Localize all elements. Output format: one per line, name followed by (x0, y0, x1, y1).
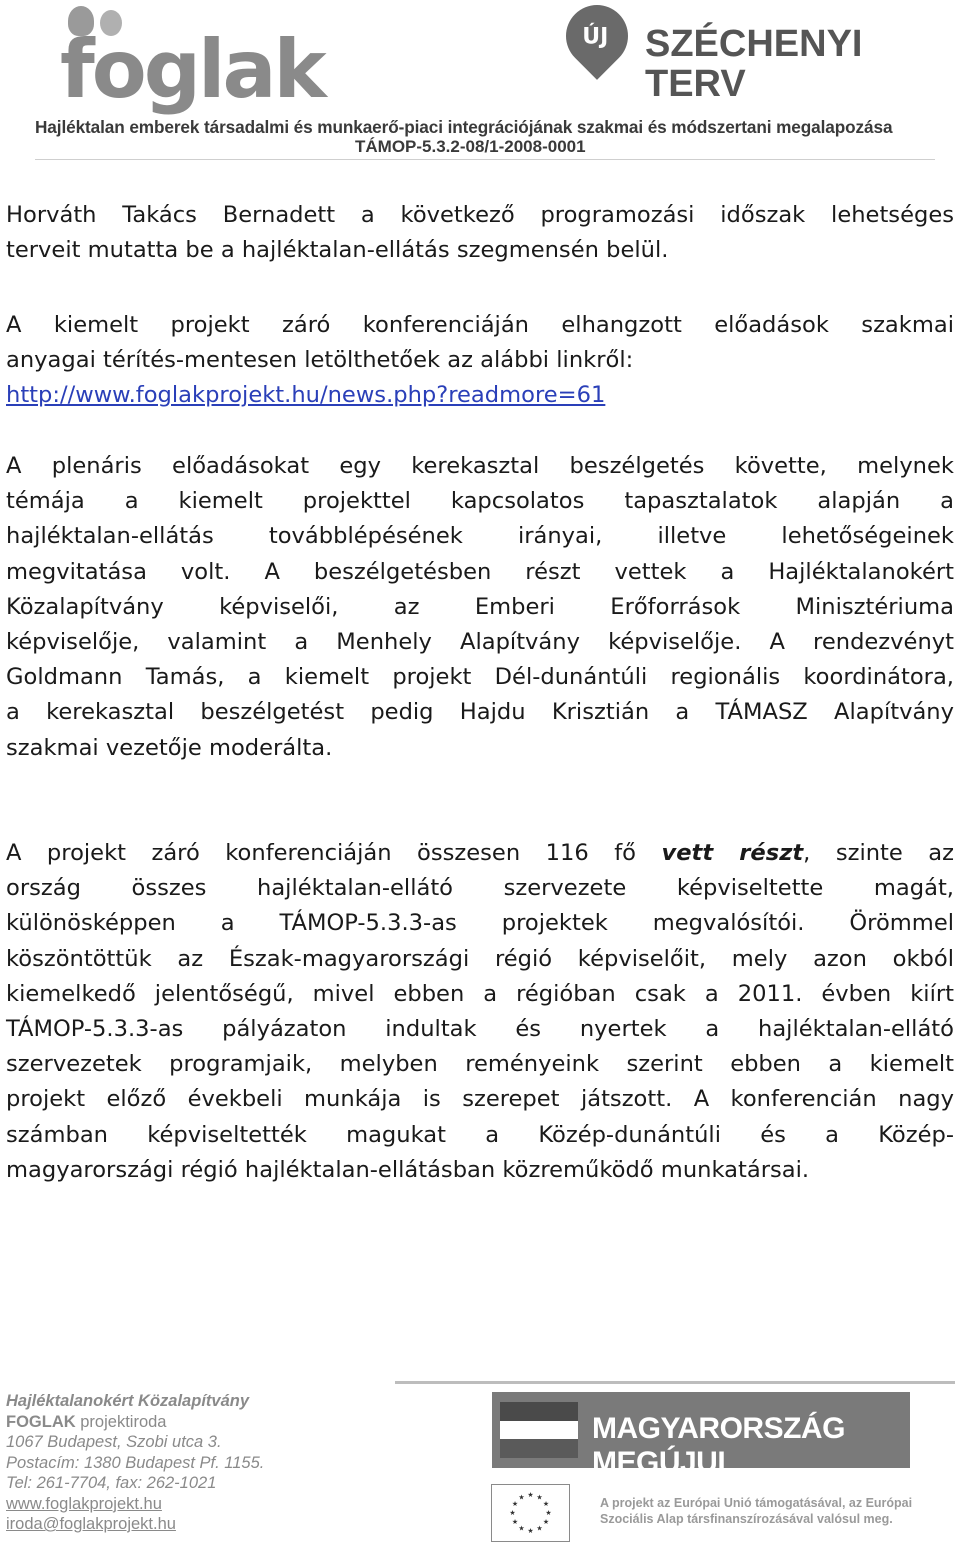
page-header (0, 0, 960, 160)
svg-text:★: ★ (527, 1491, 534, 1499)
paragraph-2 (6, 308, 954, 414)
text-line: A kiemelt projekt záró konferenciáján elhangzott előadások szakmai (6, 312, 954, 338)
map-pin-icon (553, 0, 641, 80)
text-line: számban képviseltették magukat a Közép-dunántúli és a Közép- (6, 1121, 954, 1148)
footer-office (6, 1412, 264, 1433)
download-link[interactable]: http://www.foglakprojekt.hu/news.php?readmore=61 (6, 382, 606, 409)
program-badge: ÚJ (582, 24, 609, 50)
paragraph-4 (6, 836, 954, 1188)
header-divider (35, 159, 935, 160)
text-line: köszöntöttük az Észak-magyarországi régió képviselőit, mely azon okból (6, 945, 954, 972)
svg-text:★: ★ (509, 1509, 516, 1517)
text-line: megvitatása volt. A beszélgetésben részt vettek a Hajléktalanokért (6, 558, 954, 585)
svg-text:★: ★ (527, 1527, 534, 1535)
footer-office-bold: FOGLAK (6, 1412, 76, 1431)
emphasis-text: vett részt (661, 840, 804, 866)
text-line: hajléktalan-ellátás továbblépésének irányai, illetve lehetőségeinek (6, 523, 954, 550)
svg-text:★: ★ (518, 1493, 525, 1502)
eu-stars-icon (492, 1485, 569, 1541)
text-line: szakmai vezetője moderálta. (6, 734, 333, 761)
eu-funding-notice (600, 1495, 912, 1527)
text-line (6, 836, 954, 871)
text-line: témája a kiemelt projekttel kapcsolatos tapasztalatok alapján a (6, 488, 954, 515)
text-line: terveit mutatta be a hajléktalan-ellátás szegmensén belül. (6, 237, 669, 264)
footer-phone: Tel: 261-7704, fax: 262-1021 (6, 1474, 217, 1492)
text-line: képviselője, valamint a Menhely Alapítvány képviselője. A rendezvényt (6, 628, 954, 655)
svg-text:★: ★ (542, 1518, 550, 1526)
text-segment: A projekt záró konferenciáján összesen 116 fő (6, 840, 636, 866)
text-line: projekt előző évekbeli munkája is szerepet játszott. A konferencián nagy (6, 1086, 954, 1113)
text-line: szervezetek programjaik, melyben reményeink szerint ebben a kiemelt (6, 1051, 954, 1078)
svg-text:★: ★ (518, 1524, 525, 1533)
program-title: SZÉCHENYI TERV (645, 23, 863, 105)
eu-notice-line: Szociális Alap társfinanszírozásával valósul meg. (600, 1512, 893, 1526)
footer-web-link[interactable]: www.foglakprojekt.hu (6, 1494, 162, 1513)
text-line: Horváth Takács Bernadett a következő programozási időszak lehetséges (6, 202, 954, 228)
text-line: magyarországi régió hajléktalan-ellátásban közreműködő munkatársai. (6, 1156, 810, 1183)
svg-text:★: ★ (536, 1493, 543, 1502)
svg-text:★: ★ (536, 1524, 543, 1533)
svg-text:★: ★ (511, 1500, 519, 1508)
svg-text:★: ★ (545, 1509, 552, 1517)
text-line: TÁMOP-5.3.3-as pályázaton indultak és nyertek a hajléktalan-ellátó (6, 1015, 954, 1042)
text-line: ország összes hajléktalan-ellátó szervezete képviseltette magát, (6, 875, 954, 902)
text-line: különösképpen a TÁMOP-5.3.3-as projektek megvalósítói. Örömmel (6, 910, 954, 937)
footer-office-rest: projektiroda (75, 1412, 167, 1431)
text-line: a kerekasztal beszélgetést pedig Hajdu Krisztián a TÁMASZ Alapítvány (6, 699, 954, 726)
magyarorszag-megujul-logo (492, 1392, 910, 1479)
footer-postal: Postacím: 1380 Budapest Pf. 1155. (6, 1453, 265, 1472)
footer-divider (395, 1381, 955, 1384)
text-line: anyagai térítés-mentesen letölthetőek az alábbi linkről: (6, 347, 634, 374)
project-code: TÁMOP-5.3.2-08/1-2008-0001 (355, 137, 586, 156)
eu-notice-line: A projekt az Európai Unió támogatásával, az Európai (600, 1496, 913, 1510)
foglak-logo-text: foglak (60, 23, 324, 116)
footer-address: 1067 Budapest, Szobi utca 3. (6, 1433, 222, 1451)
text-line: A plenáris előadásokat egy kerekasztal beszélgetés követte, melynek (6, 453, 954, 479)
eu-flag-icon (491, 1484, 570, 1542)
foglak-logo (30, 2, 330, 116)
footer-email-link[interactable]: iroda@foglakprojekt.hu (6, 1515, 176, 1533)
paragraph-1 (6, 198, 954, 268)
text-line: Közalapítvány képviselői, az Emberi Erőforrások Minisztériuma (6, 593, 954, 620)
footer-contact (6, 1391, 264, 1535)
mm-logo-text: MAGYARORSZÁG MEGÚJUL (592, 1412, 845, 1479)
text-line: Goldmann Tamás, a kiemelt projekt Dél-dunántúli regionális koordinátora, (6, 664, 954, 691)
text-line: kiemelkedő jelentőségű, mivel ebben a régióban csak a 2011. évben kiírt (6, 980, 954, 1007)
project-tagline: Hajléktalan emberek társadalmi és munkaerő-piaci integrációjának szakmai és módszertani megalapozása (35, 117, 893, 137)
paragraph-3 (6, 449, 954, 766)
svg-text:★: ★ (511, 1518, 519, 1526)
footer-org-name: Hajléktalanokért Közalapítvány (6, 1392, 250, 1410)
text-segment: , szinte az (803, 840, 954, 866)
svg-text:★: ★ (542, 1500, 550, 1508)
hungarian-flag-icon (500, 1402, 578, 1458)
